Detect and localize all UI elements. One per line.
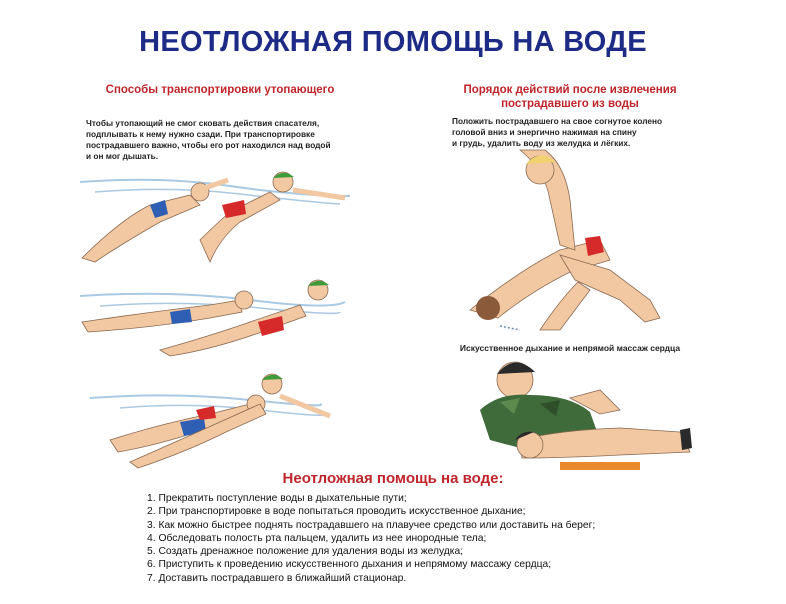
list-item: 2. При транспортировке в воде попытаться проводить искусственное дыхание; (147, 506, 526, 518)
procedure-heading-line: Порядок действий после извлечения (463, 84, 677, 96)
procedure-text-line: Положить пострадавшего на свое согнутое колено (452, 116, 663, 126)
cpr-illustration (480, 362, 692, 470)
transport-text-line: и он мог дышать. (86, 151, 158, 161)
water-removal-illustration (470, 150, 660, 330)
steps-list (147, 492, 707, 585)
transport-text-line: подплывать к нему нужно сзади. При транспортировке (86, 129, 315, 139)
steps-heading: Неотложная помощь на воде: (282, 470, 504, 487)
procedure-heading-line: пострадавшего из воды (501, 98, 639, 110)
list-item: 7. Доставить пострадавшего в ближайший стационар. (147, 572, 407, 584)
transport-text-line: пострадавшего важно, чтобы его рот находился над водой (86, 140, 331, 150)
towing-illustration-1 (80, 172, 350, 262)
towing-illustration-2 (80, 280, 345, 356)
page-title: НЕОТЛОЖНАЯ ПОМОЩЬ НА ВОДЕ (139, 26, 647, 58)
list-item: 6. Приступить к проведению искусственного дыхания и непрямому массажу сердца; (147, 559, 552, 571)
cpr-caption: Искусственное дыхание и непрямой массаж сердца (459, 343, 681, 353)
list-item: 1. Прекратить поступление воды в дыхательные пути; (147, 493, 407, 504)
transport-text-line: Чтобы утопающий не смог сковать действия спасателя, (86, 118, 320, 128)
list-item: 3. Как можно быстрее поднять пострадавшего на плавучее средство или доставить на берег; (147, 519, 596, 531)
transport-section-heading: Способы транспортировки утопающего (105, 84, 335, 96)
procedure-text-line: и грудь, удалить воду из желудка и лёгких. (452, 138, 631, 148)
towing-illustration-3 (90, 374, 330, 468)
list-item: 4. Обследовать полость рта пальцем, удалить из нее инородные тела; (147, 532, 487, 544)
list-item: 5. Создать дренажное положение для удаления воды из желудка; (147, 546, 464, 558)
procedure-text-line: головой вниз и энергично нажимая на спину (452, 127, 637, 137)
